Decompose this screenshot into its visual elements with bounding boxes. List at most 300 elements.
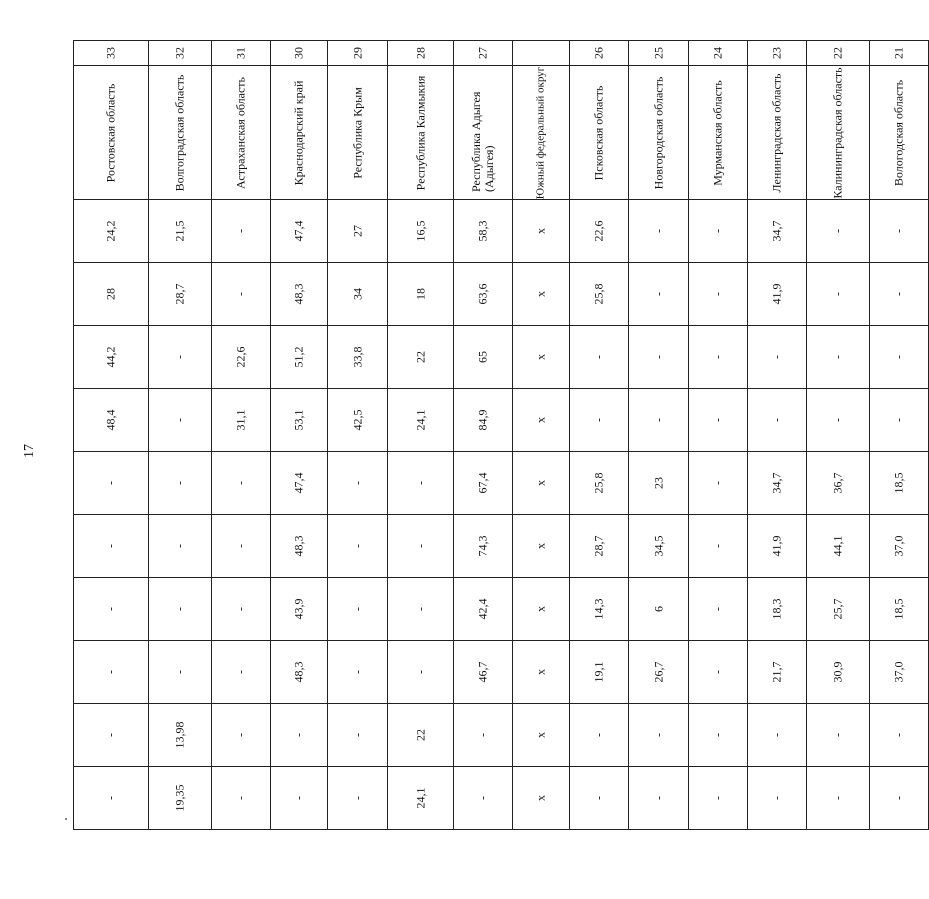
- value-cell: [454, 389, 513, 452]
- value-cell: [271, 452, 328, 515]
- value-cell: [149, 263, 212, 326]
- value-cell: [454, 766, 513, 829]
- value-cell: [74, 389, 149, 452]
- value-text: x: [533, 606, 548, 613]
- value-cell: [74, 766, 149, 829]
- value-cell: [570, 766, 629, 829]
- region-name-cell: [629, 66, 689, 200]
- value-text: 28,7: [591, 535, 606, 557]
- value-text: -: [591, 732, 606, 737]
- value-text: -: [710, 292, 725, 297]
- value-cell: [212, 515, 271, 578]
- table-body: [74, 41, 929, 830]
- row-number-cell: [870, 41, 929, 66]
- value-cell: [870, 703, 929, 766]
- value-cell: [271, 326, 328, 389]
- value-text: -: [891, 418, 906, 423]
- value-cell: [570, 703, 629, 766]
- value-text: -: [172, 418, 187, 423]
- value-cell: [149, 578, 212, 641]
- value-cell: [513, 641, 570, 704]
- value-cell: [807, 766, 870, 829]
- row-number: 30: [291, 47, 306, 60]
- value-text: -: [233, 732, 248, 737]
- value-cell: [748, 389, 807, 452]
- value-text: 47,4: [291, 472, 306, 494]
- value-text: 53,1: [291, 409, 306, 431]
- value-text: -: [830, 795, 845, 800]
- row-number-cell: [328, 41, 388, 66]
- value-cell: [271, 703, 328, 766]
- value-cell: [689, 703, 748, 766]
- value-text: -: [651, 732, 665, 737]
- value-cell: [454, 641, 513, 704]
- value-text: 6: [651, 606, 665, 613]
- value-text: 34,5: [651, 535, 665, 557]
- value-cell: [328, 263, 388, 326]
- value-cell: [870, 263, 929, 326]
- value-cell: [212, 578, 271, 641]
- table-row: [74, 452, 929, 515]
- value-cell: [629, 641, 689, 704]
- row-number-cell: [149, 41, 212, 66]
- value-text: -: [413, 481, 427, 486]
- value-text: -: [710, 795, 725, 800]
- value-cell: [748, 452, 807, 515]
- value-text: x: [533, 731, 548, 738]
- value-text: 41,9: [769, 283, 784, 305]
- value-cell: [807, 263, 870, 326]
- value-cell: [212, 766, 271, 829]
- value-cell: [271, 263, 328, 326]
- value-text: 46,7: [475, 661, 490, 683]
- row-number: 25: [651, 47, 665, 60]
- value-text: x: [533, 417, 548, 424]
- value-text: 48,3: [291, 283, 306, 305]
- row-number-cell: [748, 41, 807, 66]
- value-cell: [454, 515, 513, 578]
- value-text: 42,5: [350, 409, 364, 431]
- region-name: Астраханская область: [233, 76, 248, 189]
- region-name-cell: [513, 66, 570, 200]
- table-row: [74, 515, 929, 578]
- value-text: -: [233, 670, 248, 674]
- region-name: Республика Крым: [350, 87, 364, 179]
- value-cell: [328, 200, 388, 263]
- value-cell: [570, 263, 629, 326]
- value-text: -: [710, 418, 725, 423]
- value-cell: [689, 200, 748, 263]
- value-cell: [388, 578, 454, 641]
- table-row: [74, 641, 929, 704]
- value-cell: [629, 200, 689, 263]
- region-name-cell: [212, 66, 271, 200]
- region-name: Калининградская область: [830, 67, 845, 199]
- table-row: [74, 703, 929, 766]
- value-cell: [74, 326, 149, 389]
- row-number: 26: [591, 47, 606, 60]
- region-name: Южный федеральный округ: [534, 66, 547, 200]
- value-cell: [513, 200, 570, 263]
- value-cell: [149, 703, 212, 766]
- value-text: -: [350, 544, 364, 549]
- value-cell: [388, 326, 454, 389]
- value-text: -: [591, 795, 606, 800]
- value-cell: [870, 578, 929, 641]
- region-name-cell: [271, 66, 328, 200]
- value-text: 22: [413, 351, 427, 364]
- value-text: 13,98: [172, 721, 187, 749]
- value-text: x: [533, 480, 548, 487]
- value-text: 24,1: [413, 787, 427, 809]
- value-cell: [748, 326, 807, 389]
- value-cell: [328, 389, 388, 452]
- value-cell: [328, 452, 388, 515]
- value-text: 25,8: [591, 283, 606, 305]
- value-text: 22: [413, 728, 427, 741]
- value-cell: [149, 515, 212, 578]
- value-cell: [807, 578, 870, 641]
- value-cell: [748, 641, 807, 704]
- value-cell: [629, 515, 689, 578]
- value-cell: [748, 703, 807, 766]
- value-text: -: [172, 355, 187, 360]
- row-number-cell: [388, 41, 454, 66]
- value-text: x: [533, 228, 548, 235]
- value-cell: [388, 200, 454, 263]
- row-number-cell: [807, 41, 870, 66]
- value-cell: [271, 389, 328, 452]
- value-cell: [629, 703, 689, 766]
- value-cell: [513, 326, 570, 389]
- data-table: [73, 40, 929, 830]
- value-cell: [570, 578, 629, 641]
- value-text: 41,9: [769, 535, 784, 557]
- value-text: 34: [350, 288, 364, 301]
- value-text: 26,7: [651, 661, 665, 683]
- value-cell: [570, 326, 629, 389]
- region-name-cell: [388, 66, 454, 200]
- value-cell: [570, 452, 629, 515]
- value-cell: [870, 766, 929, 829]
- value-text: 25,7: [830, 598, 845, 620]
- value-cell: [149, 641, 212, 704]
- value-text: x: [533, 794, 548, 801]
- value-text: 63,6: [475, 283, 490, 305]
- value-cell: [212, 326, 271, 389]
- value-text: -: [710, 732, 725, 737]
- value-text: 28,7: [172, 283, 187, 305]
- value-cell: [454, 326, 513, 389]
- row-number: 27: [475, 47, 490, 60]
- table-row: [74, 389, 929, 452]
- value-text: -: [710, 670, 725, 674]
- region-name-cell: [748, 66, 807, 200]
- row-number-cell: [212, 41, 271, 66]
- value-text: 44,2: [103, 346, 118, 368]
- value-text: 30,9: [830, 661, 845, 683]
- value-text: 33,8: [350, 346, 364, 368]
- region-name: Республика Калмыкия: [413, 75, 427, 191]
- value-text: 84,9: [475, 409, 490, 431]
- value-cell: [149, 200, 212, 263]
- value-cell: [870, 200, 929, 263]
- value-cell: [74, 200, 149, 263]
- value-text: 14,3: [591, 598, 606, 620]
- value-text: -: [830, 732, 845, 737]
- value-text: -: [291, 795, 306, 800]
- value-text: 16,5: [413, 220, 427, 242]
- value-cell: [149, 326, 212, 389]
- value-text: 24,1: [413, 409, 427, 431]
- value-text: 74,3: [475, 535, 490, 557]
- region-name: Краснодарский край: [291, 80, 306, 186]
- value-cell: [388, 703, 454, 766]
- value-cell: [689, 326, 748, 389]
- value-cell: [74, 578, 149, 641]
- value-cell: [271, 641, 328, 704]
- value-cell: [271, 515, 328, 578]
- value-cell: [149, 766, 212, 829]
- value-text: -: [103, 732, 118, 737]
- row-number: 22: [830, 47, 845, 60]
- table-row: [74, 66, 929, 200]
- value-cell: [513, 389, 570, 452]
- value-text: x: [533, 543, 548, 550]
- value-cell: [212, 200, 271, 263]
- table-row: [74, 263, 929, 326]
- value-text: 43,9: [291, 598, 306, 620]
- value-text: -: [413, 607, 427, 612]
- value-cell: [748, 200, 807, 263]
- value-text: -: [830, 292, 845, 297]
- value-text: 18,5: [891, 598, 906, 620]
- value-text: -: [891, 292, 906, 297]
- value-cell: [513, 578, 570, 641]
- page-number: 17: [22, 444, 37, 458]
- region-name-cell: [328, 66, 388, 200]
- value-cell: [570, 515, 629, 578]
- value-text: -: [172, 607, 187, 612]
- value-cell: [328, 515, 388, 578]
- value-text: 23: [651, 477, 665, 490]
- value-cell: [212, 703, 271, 766]
- table-row: [74, 326, 929, 389]
- value-text: 44,1: [830, 535, 845, 557]
- value-text: 19,1: [591, 661, 606, 683]
- value-cell: [870, 641, 929, 704]
- value-cell: [689, 263, 748, 326]
- value-cell: [807, 452, 870, 515]
- row-number-cell: [513, 41, 570, 66]
- region-name: Псковская область: [591, 85, 606, 181]
- value-text: 19,35: [172, 784, 187, 812]
- value-text: 18,5: [891, 472, 906, 494]
- value-text: 47,4: [291, 220, 306, 242]
- value-text: 36,7: [830, 472, 845, 494]
- value-cell: [74, 703, 149, 766]
- value-text: -: [103, 607, 118, 612]
- value-text: -: [710, 229, 725, 234]
- value-text: -: [233, 544, 248, 549]
- value-cell: [570, 389, 629, 452]
- value-cell: [454, 578, 513, 641]
- row-number: 21: [891, 47, 906, 60]
- value-text: -: [172, 670, 187, 674]
- value-cell: [328, 703, 388, 766]
- value-cell: [149, 452, 212, 515]
- value-cell: [870, 389, 929, 452]
- value-text: -: [233, 481, 248, 486]
- value-text: -: [769, 418, 784, 423]
- value-cell: [328, 578, 388, 641]
- value-text: -: [413, 670, 427, 674]
- value-text: -: [172, 481, 187, 486]
- value-text: -: [830, 355, 845, 360]
- value-cell: [513, 703, 570, 766]
- value-cell: [388, 452, 454, 515]
- value-cell: [748, 263, 807, 326]
- value-text: -: [591, 418, 606, 423]
- scan-speck: [65, 818, 67, 820]
- region-name: Волгоградская область: [172, 74, 187, 192]
- value-text: -: [475, 732, 490, 737]
- row-number: 29: [350, 47, 364, 60]
- value-text: x: [533, 354, 548, 361]
- value-cell: [212, 641, 271, 704]
- value-cell: [570, 200, 629, 263]
- value-cell: [271, 578, 328, 641]
- region-name-cell: [689, 66, 748, 200]
- row-number: 28: [413, 47, 427, 60]
- value-text: 21,7: [769, 661, 784, 683]
- value-text: -: [710, 481, 725, 486]
- value-text: -: [769, 732, 784, 737]
- value-cell: [689, 766, 748, 829]
- value-cell: [328, 766, 388, 829]
- value-cell: [513, 263, 570, 326]
- value-text: -: [350, 607, 364, 612]
- value-text: x: [533, 669, 548, 675]
- value-cell: [212, 263, 271, 326]
- value-cell: [454, 263, 513, 326]
- value-text: -: [172, 544, 187, 549]
- value-text: -: [769, 795, 784, 800]
- value-cell: [388, 766, 454, 829]
- value-cell: [807, 200, 870, 263]
- value-text: 48,3: [291, 535, 306, 557]
- value-cell: [629, 263, 689, 326]
- value-text: 34,7: [769, 220, 784, 242]
- value-cell: [748, 515, 807, 578]
- value-cell: [748, 766, 807, 829]
- region-name-cell: [149, 66, 212, 200]
- value-text: -: [350, 795, 364, 800]
- value-cell: [870, 326, 929, 389]
- value-text: 48,3: [291, 661, 306, 683]
- value-cell: [629, 389, 689, 452]
- value-text: 48,4: [103, 409, 118, 431]
- row-number-cell: [271, 41, 328, 66]
- value-text: -: [651, 355, 665, 360]
- value-text: -: [103, 670, 118, 674]
- value-cell: [74, 263, 149, 326]
- value-cell: [629, 326, 689, 389]
- value-text: -: [710, 607, 725, 612]
- row-number-cell: [454, 41, 513, 66]
- value-cell: [870, 515, 929, 578]
- value-text: -: [830, 229, 845, 234]
- value-cell: [748, 578, 807, 641]
- value-text: -: [830, 418, 845, 423]
- value-text: -: [233, 795, 248, 800]
- row-number: 31: [233, 47, 248, 60]
- row-number: 23: [769, 47, 784, 60]
- region-name-cell: [807, 66, 870, 200]
- value-cell: [388, 389, 454, 452]
- value-cell: [689, 389, 748, 452]
- table-row: [74, 766, 929, 829]
- value-cell: [689, 641, 748, 704]
- value-cell: [689, 515, 748, 578]
- value-cell: [570, 641, 629, 704]
- value-text: 25,8: [591, 472, 606, 494]
- row-number-cell: [74, 41, 149, 66]
- value-text: -: [769, 355, 784, 360]
- row-number: 24: [710, 47, 725, 60]
- value-cell: [807, 641, 870, 704]
- value-text: -: [103, 481, 118, 486]
- row-number: 33: [103, 47, 118, 60]
- region-name: Ленинградская область: [769, 73, 784, 193]
- region-name-cell: [870, 66, 929, 200]
- value-cell: [807, 326, 870, 389]
- region-name-cell: [454, 66, 513, 200]
- value-text: -: [350, 732, 364, 737]
- value-text: x: [533, 291, 548, 298]
- value-cell: [271, 766, 328, 829]
- value-text: 28: [103, 288, 118, 301]
- value-cell: [388, 515, 454, 578]
- value-text: -: [413, 544, 427, 549]
- value-text: 67,4: [475, 472, 490, 494]
- value-cell: [454, 200, 513, 263]
- value-text: -: [475, 795, 490, 800]
- table-row: [74, 200, 929, 263]
- value-cell: [513, 452, 570, 515]
- value-cell: [212, 389, 271, 452]
- region-name-cell: [74, 66, 149, 200]
- value-text: -: [233, 292, 248, 297]
- value-text: 27: [350, 225, 364, 238]
- value-text: -: [591, 355, 606, 360]
- value-text: -: [350, 670, 364, 674]
- value-cell: [689, 578, 748, 641]
- value-cell: [513, 766, 570, 829]
- value-text: -: [103, 544, 118, 549]
- value-cell: [328, 641, 388, 704]
- region-name: Ростовская область: [103, 83, 118, 183]
- value-cell: [74, 641, 149, 704]
- value-text: 58,3: [475, 220, 490, 242]
- value-text: -: [651, 292, 665, 297]
- value-text: -: [710, 355, 725, 360]
- value-cell: [807, 389, 870, 452]
- value-text: 42,4: [475, 598, 490, 620]
- value-text: -: [350, 481, 364, 486]
- value-text: 34,7: [769, 472, 784, 494]
- value-cell: [513, 515, 570, 578]
